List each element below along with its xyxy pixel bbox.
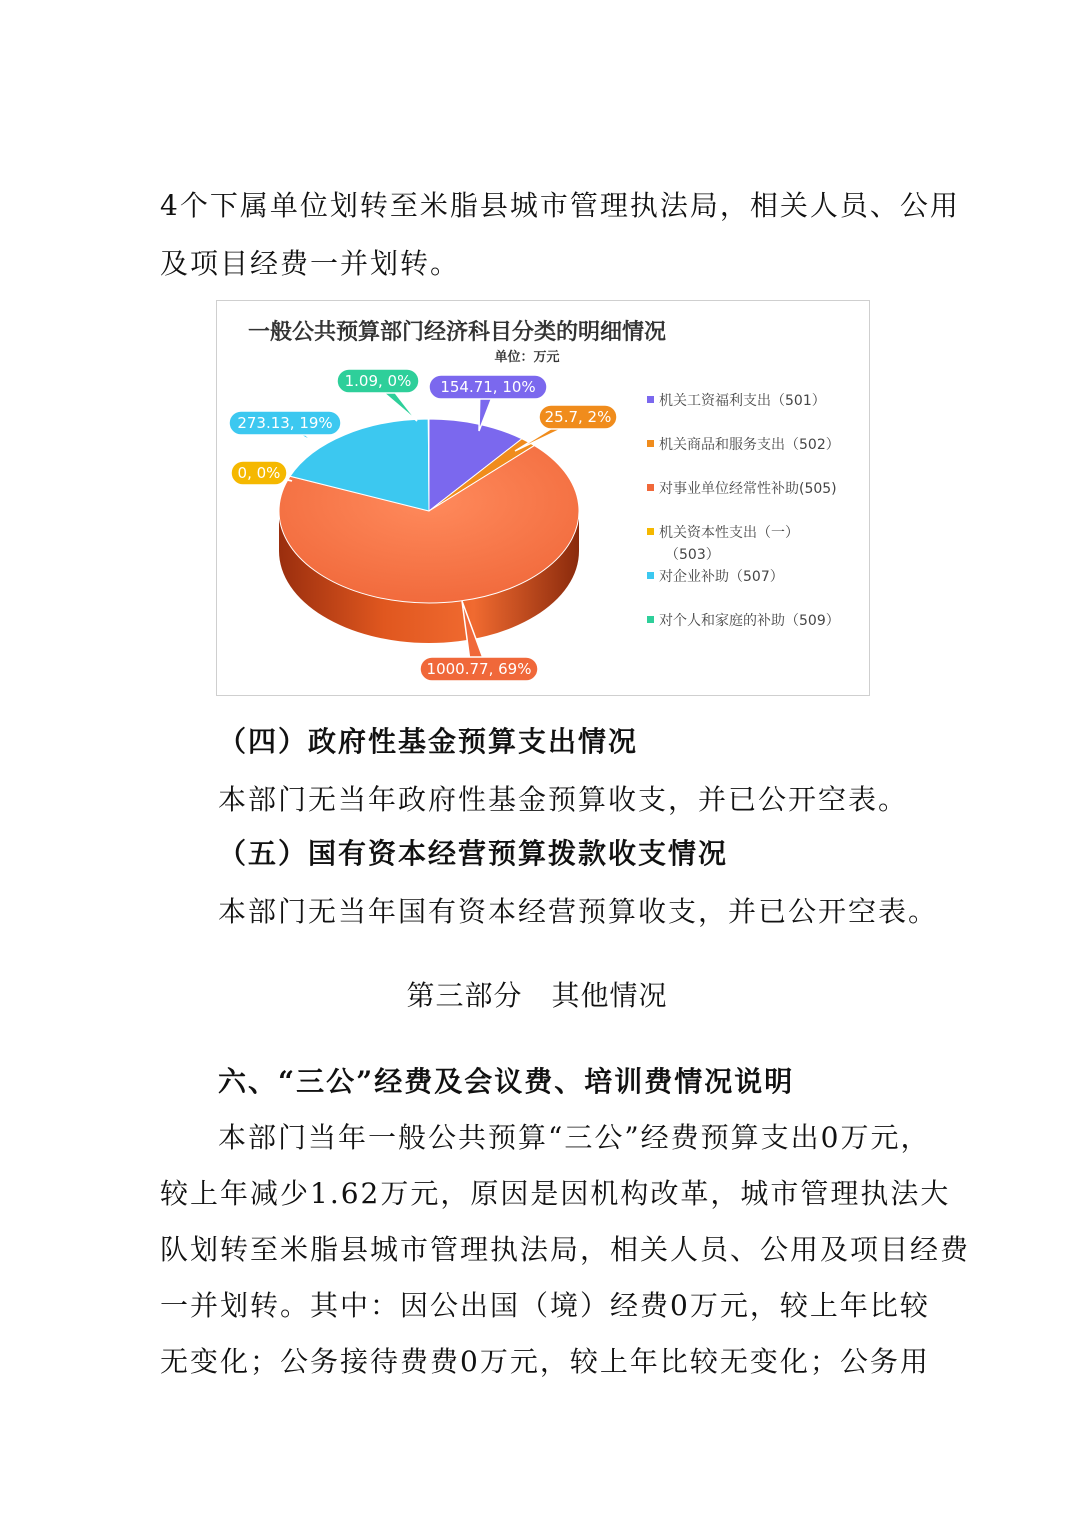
paragraph-line: 4个下属单位划转至米脂县城市管理执法局，相关人员、公用 bbox=[160, 189, 960, 222]
paragraph-line: 及项目经费一并划转。 bbox=[160, 247, 461, 280]
paragraph-line: 一并划转。其中：因公出国（境）经费0万元，较上年比较 bbox=[160, 1289, 930, 1322]
data-label-507 bbox=[229, 411, 341, 441]
paragraph-line: 无变化；公务接待费费0万元，较上年比较无变化；公务用 bbox=[160, 1345, 930, 1378]
legend-item-509 bbox=[647, 613, 840, 629]
section-heading-5: （五）国有资本经营预算拨款收支情况 bbox=[218, 837, 729, 870]
legend-item-503 bbox=[647, 524, 799, 563]
svg-text:273.13, 19%: 273.13, 19% bbox=[237, 414, 333, 432]
svg-text:对个人和家庭的补助（509）: 对个人和家庭的补助（509） bbox=[659, 613, 840, 629]
legend-item-501 bbox=[647, 392, 826, 409]
pie-slice-509 bbox=[428, 419, 429, 511]
legend-item-505 bbox=[647, 480, 837, 497]
paragraph-line: 队划转至米脂县城市管理执法局，相关人员、公用及项目经费 bbox=[160, 1233, 971, 1266]
section-heading-4: （四）政府性基金预算支出情况 bbox=[218, 725, 639, 758]
svg-text:机关资本性支出（一）: 机关资本性支出（一） bbox=[659, 525, 799, 541]
legend-item-507 bbox=[647, 569, 784, 585]
paragraph-line: 较上年减少1.62万元，原因是因机构改革，城市管理执法大 bbox=[160, 1177, 951, 1210]
data-label-502 bbox=[515, 405, 617, 451]
legend-item-502 bbox=[647, 436, 840, 453]
chart-canvas bbox=[217, 301, 869, 695]
paragraph-line: 本部门当年一般公共预算“三公”经费预算支出0万元， bbox=[218, 1121, 931, 1154]
svg-text:1000.77, 69%: 1000.77, 69% bbox=[426, 660, 532, 678]
pie-chart bbox=[216, 300, 870, 696]
svg-text:1.09, 0%: 1.09, 0% bbox=[344, 372, 412, 390]
chart-subtitle: 单位：万元 bbox=[494, 350, 560, 365]
paragraph-line: 本部门无当年国有资本经营预算收支，并已公开空表。 bbox=[218, 895, 939, 928]
svg-text:154.71, 10%: 154.71, 10% bbox=[440, 378, 536, 396]
section-heading-6: 六、“三公”经费及会议费、培训费情况说明 bbox=[218, 1065, 795, 1098]
chart-title: 一般公共预算部门经济科目分类的明细情况 bbox=[247, 320, 667, 345]
svg-text:（503）: （503） bbox=[665, 547, 720, 563]
data-label-503 bbox=[231, 461, 292, 485]
paragraph-line: 本部门无当年政府性基金预算收支，并已公开空表。 bbox=[218, 783, 909, 816]
part-heading: 第三部分 其他情况 bbox=[406, 979, 668, 1012]
svg-text:25.7, 2%: 25.7, 2% bbox=[544, 408, 612, 426]
data-label-509 bbox=[337, 369, 419, 421]
svg-text:对企业补助（507）: 对企业补助（507） bbox=[659, 569, 784, 585]
svg-text:0, 0%: 0, 0% bbox=[237, 464, 281, 482]
svg-text:机关工资福利支出（501）: 机关工资福利支出（501） bbox=[659, 393, 826, 409]
svg-text:对事业单位经常性补助(505): 对事业单位经常性补助(505) bbox=[659, 481, 837, 497]
svg-text:机关商品和服务支出（502）: 机关商品和服务支出（502） bbox=[659, 437, 840, 453]
